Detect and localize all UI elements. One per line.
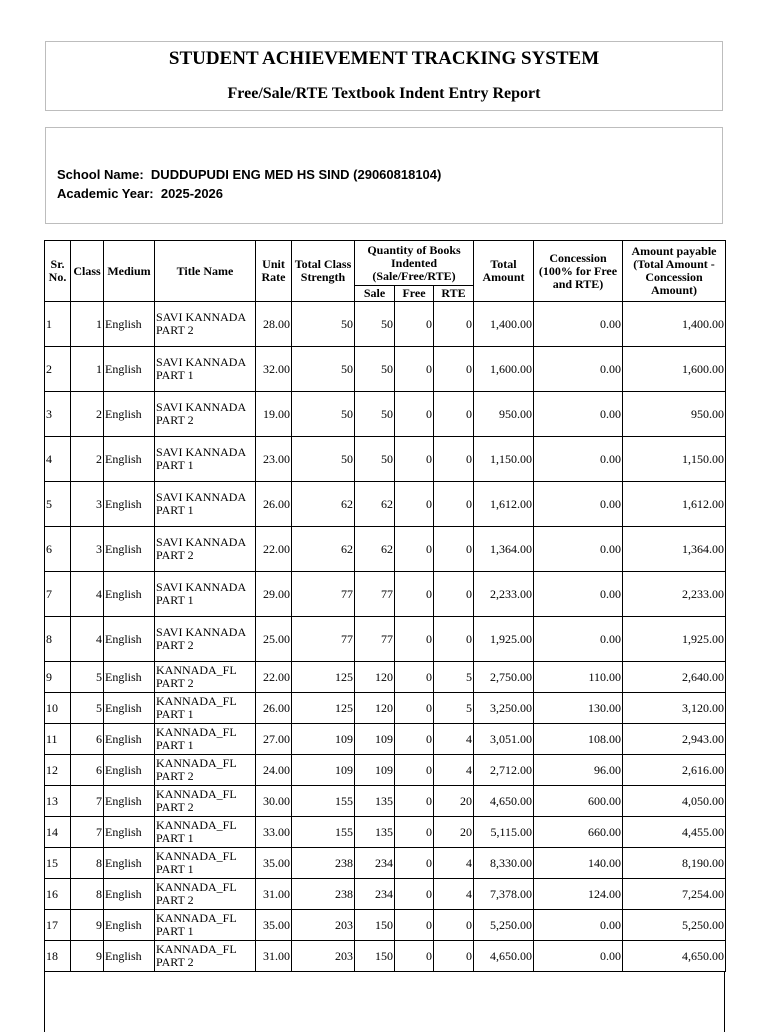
cell-medium: English [104, 662, 155, 693]
cell-free: 0 [395, 392, 434, 437]
cell-medium: English [104, 527, 155, 572]
cell-title-name: KANNADA_FL PART 1 [155, 817, 256, 848]
cell-rte: 4 [434, 724, 474, 755]
academic-year-line [57, 186, 223, 201]
cell-title-name: KANNADA_FL PART 2 [155, 786, 256, 817]
col-header-sale: Sale [355, 286, 395, 302]
cell-total-amount: 4,650.00 [474, 941, 534, 972]
cell-class: 9 [71, 941, 104, 972]
table-row [45, 617, 726, 662]
cell-concession: 0.00 [534, 437, 623, 482]
cell-total-amount: 5,250.00 [474, 910, 534, 941]
cell-free: 0 [395, 817, 434, 848]
table-row [45, 527, 726, 572]
col-header-medium: Medium [104, 241, 155, 302]
cell-medium: English [104, 302, 155, 347]
cell-amount-payable: 950.00 [623, 392, 726, 437]
cell-unit-rate: 28.00 [256, 302, 292, 347]
cell-class: 4 [71, 572, 104, 617]
cell-total-class-strength: 203 [292, 910, 355, 941]
cell-class: 8 [71, 879, 104, 910]
cell-free: 0 [395, 437, 434, 482]
cell-sale: 120 [355, 693, 395, 724]
cell-amount-payable: 8,190.00 [623, 848, 726, 879]
cell-total-amount: 1,400.00 [474, 302, 534, 347]
cell-rte: 0 [434, 941, 474, 972]
cell-amount-payable: 2,616.00 [623, 755, 726, 786]
cell-amount-payable: 7,254.00 [623, 879, 726, 910]
cell-class: 5 [71, 693, 104, 724]
col-header-class: Class [71, 241, 104, 302]
cell-unit-rate: 22.00 [256, 527, 292, 572]
report-subtitle: Free/Sale/RTE Textbook Indent Entry Report [227, 85, 541, 102]
cell-total-amount: 2,233.00 [474, 572, 534, 617]
cell-total-class-strength: 77 [292, 617, 355, 662]
cell-rte: 0 [434, 527, 474, 572]
cell-rte: 0 [434, 437, 474, 482]
cell-sr-no: 11 [45, 724, 71, 755]
cell-total-class-strength: 203 [292, 941, 355, 972]
cell-title-name: SAVI KANNADA PART 2 [155, 617, 256, 662]
table-row [45, 347, 726, 392]
cell-amount-payable: 2,233.00 [623, 572, 726, 617]
cell-unit-rate: 32.00 [256, 347, 292, 392]
cell-amount-payable: 3,120.00 [623, 693, 726, 724]
cell-total-class-strength: 238 [292, 848, 355, 879]
cell-rte: 0 [434, 482, 474, 527]
cell-sr-no: 7 [45, 572, 71, 617]
cell-class: 7 [71, 786, 104, 817]
cell-amount-payable: 1,612.00 [623, 482, 726, 527]
cell-title-name: SAVI KANNADA PART 2 [155, 302, 256, 347]
cell-medium: English [104, 724, 155, 755]
cell-amount-payable: 1,600.00 [623, 347, 726, 392]
cell-unit-rate: 26.00 [256, 482, 292, 527]
col-header-unit-rate: Unit Rate [256, 241, 292, 302]
cell-total-amount: 2,750.00 [474, 662, 534, 693]
cell-sale: 62 [355, 527, 395, 572]
table-row [45, 879, 726, 910]
table-row [45, 724, 726, 755]
cell-free: 0 [395, 786, 434, 817]
cell-rte: 0 [434, 572, 474, 617]
cell-free: 0 [395, 910, 434, 941]
cell-class: 1 [71, 302, 104, 347]
cell-sale: 109 [355, 724, 395, 755]
cell-total-class-strength: 50 [292, 302, 355, 347]
cell-total-amount: 1,925.00 [474, 617, 534, 662]
cell-rte: 4 [434, 879, 474, 910]
cell-unit-rate: 30.00 [256, 786, 292, 817]
col-header-rte: RTE [434, 286, 474, 302]
cell-total-class-strength: 62 [292, 527, 355, 572]
cell-class: 9 [71, 910, 104, 941]
cell-concession: 0.00 [534, 347, 623, 392]
cell-sale: 50 [355, 437, 395, 482]
cell-total-amount: 1,150.00 [474, 437, 534, 482]
col-header-title-name: Title Name [155, 241, 256, 302]
cell-sr-no: 3 [45, 392, 71, 437]
cell-sr-no: 17 [45, 910, 71, 941]
cell-rte: 4 [434, 848, 474, 879]
school-name-label: School Name: [57, 167, 144, 182]
cell-free: 0 [395, 572, 434, 617]
cell-total-class-strength: 125 [292, 662, 355, 693]
col-header-free: Free [395, 286, 434, 302]
cell-free: 0 [395, 693, 434, 724]
cell-sr-no: 12 [45, 755, 71, 786]
cell-unit-rate: 22.00 [256, 662, 292, 693]
cell-unit-rate: 35.00 [256, 910, 292, 941]
cell-sale: 135 [355, 786, 395, 817]
school-name-value: DUDDUPUDI ENG MED HS SIND (29060818104) [150, 167, 442, 182]
report-header [45, 41, 723, 111]
cell-class: 1 [71, 347, 104, 392]
cell-title-name: SAVI KANNADA PART 1 [155, 437, 256, 482]
cell-rte: 0 [434, 617, 474, 662]
cell-amount-payable: 5,250.00 [623, 910, 726, 941]
cell-unit-rate: 26.00 [256, 693, 292, 724]
table-row [45, 437, 726, 482]
cell-sale: 62 [355, 482, 395, 527]
cell-concession: 0.00 [534, 910, 623, 941]
cell-amount-payable: 4,455.00 [623, 817, 726, 848]
school-info-panel [45, 127, 723, 224]
cell-title-name: SAVI KANNADA PART 1 [155, 482, 256, 527]
cell-sr-no: 14 [45, 817, 71, 848]
cell-amount-payable: 2,640.00 [623, 662, 726, 693]
cell-sale: 135 [355, 817, 395, 848]
cell-sale: 234 [355, 848, 395, 879]
cell-total-class-strength: 238 [292, 879, 355, 910]
cell-unit-rate: 27.00 [256, 724, 292, 755]
cell-concession: 96.00 [534, 755, 623, 786]
table-row [45, 482, 726, 527]
cell-free: 0 [395, 347, 434, 392]
cell-title-name: KANNADA_FL PART 1 [155, 848, 256, 879]
indent-report-table [44, 240, 726, 972]
cell-medium: English [104, 392, 155, 437]
cell-rte: 5 [434, 693, 474, 724]
cell-title-name: SAVI KANNADA PART 2 [155, 392, 256, 437]
cell-total-amount: 4,650.00 [474, 786, 534, 817]
cell-rte: 4 [434, 755, 474, 786]
cell-total-amount: 1,600.00 [474, 347, 534, 392]
cell-title-name: SAVI KANNADA PART 2 [155, 527, 256, 572]
cell-class: 4 [71, 617, 104, 662]
table-row [45, 910, 726, 941]
cell-amount-payable: 4,650.00 [623, 941, 726, 972]
cell-free: 0 [395, 879, 434, 910]
cell-sale: 77 [355, 617, 395, 662]
cell-sale: 50 [355, 302, 395, 347]
cell-concession: 130.00 [534, 693, 623, 724]
cell-unit-rate: 35.00 [256, 848, 292, 879]
cell-medium: English [104, 482, 155, 527]
table-continuation [44, 972, 725, 1032]
cell-title-name: KANNADA_FL PART 1 [155, 910, 256, 941]
cell-sr-no: 10 [45, 693, 71, 724]
cell-sale: 150 [355, 941, 395, 972]
col-header-concession: Concession (100% for Free and RTE) [534, 241, 623, 302]
cell-total-class-strength: 125 [292, 693, 355, 724]
cell-amount-payable: 4,050.00 [623, 786, 726, 817]
academic-year-value: 2025-2026 [160, 186, 224, 201]
table-row [45, 755, 726, 786]
table-row [45, 572, 726, 617]
table-row [45, 848, 726, 879]
cell-total-class-strength: 50 [292, 392, 355, 437]
cell-concession: 140.00 [534, 848, 623, 879]
cell-sale: 234 [355, 879, 395, 910]
col-header-amount-payable: Amount payable (Total Amount - Concession Amount) [623, 241, 726, 302]
cell-rte: 20 [434, 817, 474, 848]
cell-sale: 50 [355, 392, 395, 437]
cell-rte: 0 [434, 302, 474, 347]
cell-sr-no: 15 [45, 848, 71, 879]
cell-total-amount: 3,250.00 [474, 693, 534, 724]
cell-amount-payable: 1,400.00 [623, 302, 726, 347]
cell-class: 2 [71, 437, 104, 482]
cell-medium: English [104, 347, 155, 392]
cell-medium: English [104, 693, 155, 724]
cell-title-name: KANNADA_FL PART 1 [155, 724, 256, 755]
cell-total-amount: 8,330.00 [474, 848, 534, 879]
table-row [45, 693, 726, 724]
cell-sr-no: 18 [45, 941, 71, 972]
cell-total-class-strength: 50 [292, 437, 355, 482]
col-header-total-amount: Total Amount [474, 241, 534, 302]
cell-free: 0 [395, 724, 434, 755]
cell-medium: English [104, 848, 155, 879]
cell-rte: 20 [434, 786, 474, 817]
cell-sr-no: 5 [45, 482, 71, 527]
cell-concession: 0.00 [534, 617, 623, 662]
cell-free: 0 [395, 941, 434, 972]
cell-free: 0 [395, 482, 434, 527]
cell-total-class-strength: 77 [292, 572, 355, 617]
cell-sale: 120 [355, 662, 395, 693]
cell-class: 2 [71, 392, 104, 437]
cell-class: 3 [71, 527, 104, 572]
cell-sr-no: 6 [45, 527, 71, 572]
cell-medium: English [104, 879, 155, 910]
cell-concession: 0.00 [534, 302, 623, 347]
cell-class: 6 [71, 724, 104, 755]
table-row [45, 786, 726, 817]
cell-medium: English [104, 437, 155, 482]
cell-concession: 0.00 [534, 941, 623, 972]
cell-sr-no: 1 [45, 302, 71, 347]
cell-free: 0 [395, 662, 434, 693]
cell-concession: 0.00 [534, 572, 623, 617]
cell-total-amount: 1,612.00 [474, 482, 534, 527]
cell-medium: English [104, 910, 155, 941]
cell-class: 7 [71, 817, 104, 848]
cell-total-class-strength: 155 [292, 786, 355, 817]
cell-concession: 600.00 [534, 786, 623, 817]
cell-sale: 150 [355, 910, 395, 941]
cell-free: 0 [395, 848, 434, 879]
cell-unit-rate: 31.00 [256, 879, 292, 910]
cell-free: 0 [395, 755, 434, 786]
cell-concession: 108.00 [534, 724, 623, 755]
cell-unit-rate: 25.00 [256, 617, 292, 662]
table-row [45, 392, 726, 437]
cell-sale: 50 [355, 347, 395, 392]
cell-unit-rate: 29.00 [256, 572, 292, 617]
cell-unit-rate: 23.00 [256, 437, 292, 482]
cell-class: 3 [71, 482, 104, 527]
cell-total-class-strength: 109 [292, 724, 355, 755]
cell-unit-rate: 24.00 [256, 755, 292, 786]
table-row [45, 302, 726, 347]
cell-sr-no: 9 [45, 662, 71, 693]
cell-title-name: KANNADA_FL PART 2 [155, 941, 256, 972]
cell-total-amount: 1,364.00 [474, 527, 534, 572]
cell-unit-rate: 33.00 [256, 817, 292, 848]
cell-sr-no: 16 [45, 879, 71, 910]
cell-amount-payable: 1,150.00 [623, 437, 726, 482]
cell-total-class-strength: 155 [292, 817, 355, 848]
cell-amount-payable: 1,925.00 [623, 617, 726, 662]
cell-title-name: SAVI KANNADA PART 1 [155, 347, 256, 392]
cell-title-name: KANNADA_FL PART 2 [155, 755, 256, 786]
cell-title-name: KANNADA_FL PART 1 [155, 693, 256, 724]
cell-total-amount: 5,115.00 [474, 817, 534, 848]
cell-class: 6 [71, 755, 104, 786]
cell-concession: 0.00 [534, 527, 623, 572]
cell-free: 0 [395, 617, 434, 662]
cell-total-amount: 950.00 [474, 392, 534, 437]
table-row [45, 817, 726, 848]
cell-unit-rate: 19.00 [256, 392, 292, 437]
cell-class: 5 [71, 662, 104, 693]
cell-medium: English [104, 572, 155, 617]
cell-total-class-strength: 50 [292, 347, 355, 392]
cell-medium: English [104, 817, 155, 848]
cell-rte: 0 [434, 392, 474, 437]
cell-rte: 5 [434, 662, 474, 693]
cell-total-amount: 7,378.00 [474, 879, 534, 910]
academic-year-label: Academic Year: [57, 186, 154, 201]
cell-medium: English [104, 941, 155, 972]
cell-unit-rate: 31.00 [256, 941, 292, 972]
cell-medium: English [104, 786, 155, 817]
table-row [45, 941, 726, 972]
cell-total-class-strength: 109 [292, 755, 355, 786]
cell-sr-no: 2 [45, 347, 71, 392]
cell-class: 8 [71, 848, 104, 879]
cell-sr-no: 4 [45, 437, 71, 482]
cell-concession: 110.00 [534, 662, 623, 693]
cell-rte: 0 [434, 347, 474, 392]
cell-concession: 660.00 [534, 817, 623, 848]
cell-medium: English [104, 755, 155, 786]
cell-sr-no: 8 [45, 617, 71, 662]
cell-rte: 0 [434, 910, 474, 941]
cell-amount-payable: 1,364.00 [623, 527, 726, 572]
cell-title-name: KANNADA_FL PART 2 [155, 662, 256, 693]
school-name-line [57, 167, 441, 182]
cell-concession: 0.00 [534, 482, 623, 527]
cell-concession: 0.00 [534, 392, 623, 437]
cell-total-class-strength: 62 [292, 482, 355, 527]
cell-free: 0 [395, 527, 434, 572]
col-header-total-class-strength: Total Class Strength [292, 241, 355, 302]
cell-sale: 109 [355, 755, 395, 786]
cell-total-amount: 2,712.00 [474, 755, 534, 786]
table-row [45, 662, 726, 693]
cell-amount-payable: 2,943.00 [623, 724, 726, 755]
cell-title-name: KANNADA_FL PART 2 [155, 879, 256, 910]
cell-sale: 77 [355, 572, 395, 617]
col-header-sr-no: Sr. No. [45, 241, 71, 302]
cell-title-name: SAVI KANNADA PART 1 [155, 572, 256, 617]
report-title: STUDENT ACHIEVEMENT TRACKING SYSTEM [168, 48, 600, 69]
cell-medium: English [104, 617, 155, 662]
cell-concession: 124.00 [534, 879, 623, 910]
cell-sr-no: 13 [45, 786, 71, 817]
col-header-quantity-group: Quantity of Books Indented (Sale/Free/RTE) [355, 241, 474, 286]
cell-total-amount: 3,051.00 [474, 724, 534, 755]
cell-free: 0 [395, 302, 434, 347]
